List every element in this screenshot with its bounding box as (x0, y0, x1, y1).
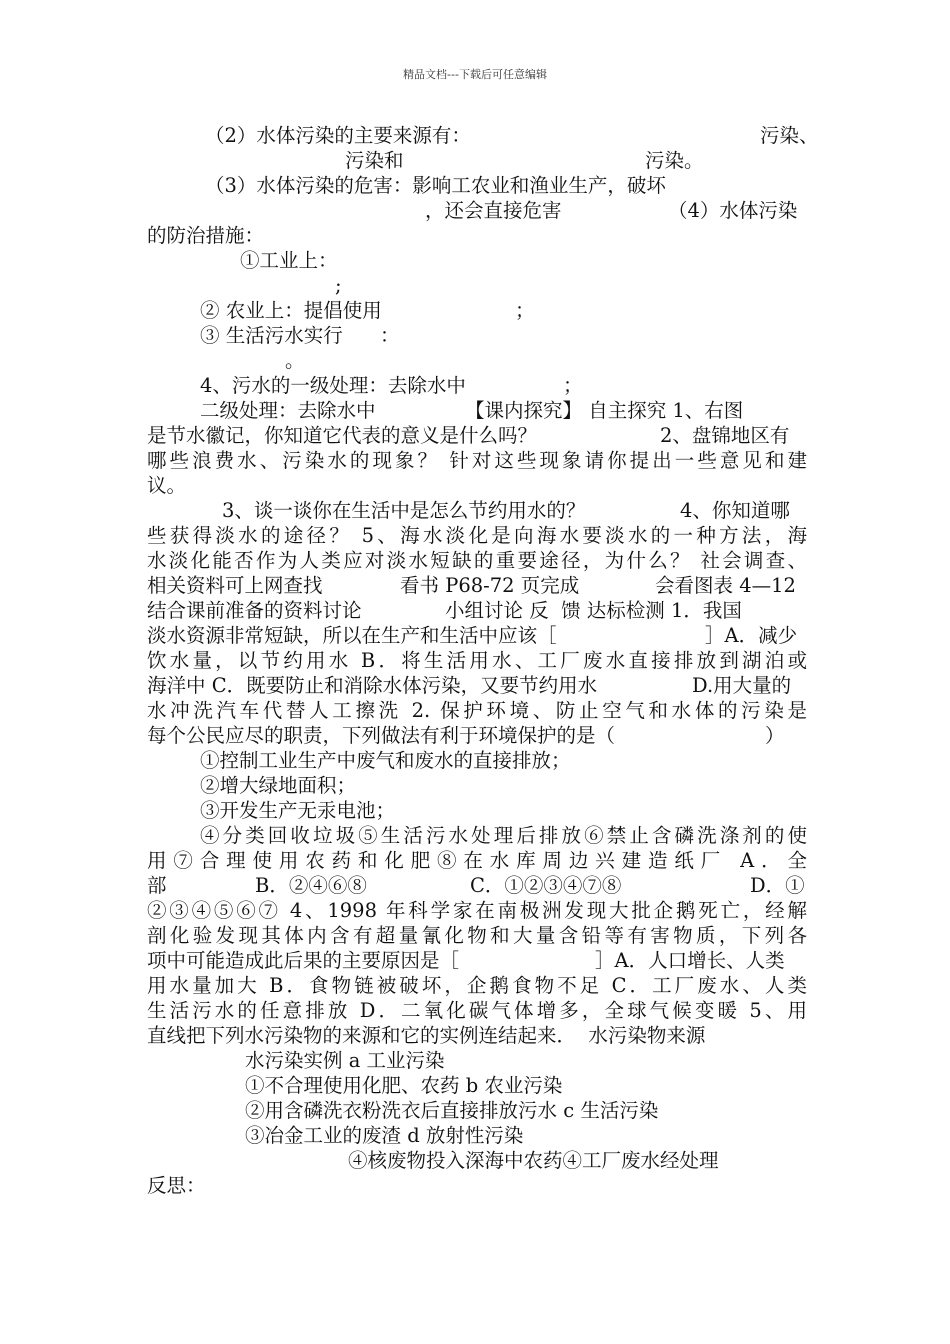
text-line: ②增大绿地面积； (200, 774, 357, 797)
text-line: 议。 (147, 474, 187, 497)
text-line: 【课内探究】 自主探究 1、右图 (465, 399, 744, 422)
text-line: 水污染实例 a 工业污染 (245, 1049, 445, 1072)
text-line: ①控制工业生产中废气和废水的直接排放； (200, 749, 571, 772)
text-line: （2）水体污染的主要来源有： (205, 124, 471, 147)
text-line: 部 (147, 874, 167, 897)
text-line: （3）水体污染的危害：影响工农业和渔业生产，破坏 (205, 174, 666, 197)
text-line: ; (335, 274, 342, 297)
text-line: ② 农业上：提倡使用 (200, 299, 382, 322)
text-line: D.用大量的 (692, 674, 792, 697)
text-line: ； (563, 374, 583, 397)
text-line: 用水量加大 B．食物链被破坏，企鹅食物不足 C．工厂废水、人类 (147, 974, 807, 997)
text-line: 2、盘锦地区有 (660, 424, 790, 447)
text-line: D．① (750, 874, 805, 897)
text-line: 会看图表 4—12 (655, 574, 796, 597)
text-line: 相关资料可上网查找 (147, 574, 323, 597)
text-line: （4）水体污染 (668, 199, 798, 222)
text-line: B．②④⑥⑧ (255, 874, 367, 897)
text-line: ①不合理使用化肥、农药 b 农业污染 (245, 1074, 563, 1097)
text-line: ④分类回收垃圾⑤生活污水处理后排放⑥禁止含磷洗涤剂的使 (200, 824, 807, 847)
text-line: ④核废物投入深海中农药④工厂废水经处理 (348, 1149, 719, 1172)
text-line: ③开发生产无汞电池； (200, 799, 396, 822)
text-line: 的防治措施： (147, 224, 265, 247)
text-line: ，还会直接危害 (425, 199, 562, 222)
text-line: 些获得淡水的途径？ 5、海水淡化是向海水要淡水的一种方法，海 (147, 524, 807, 547)
text-line: C．①②③④⑦⑧ (470, 874, 622, 897)
text-line: 4、污水的一级处理：去除水中 (200, 374, 466, 397)
text-line: 剖化验发现其体内含有超量氰化物和大量含铅等有害物质，下列各 (147, 924, 807, 947)
text-line: 4、你知道哪 (680, 499, 790, 522)
text-line: ②③④⑤⑥⑦ 4、1998 年科学家在南极洲发现大批企鹅死亡，经解 (147, 899, 807, 922)
text-line: ③ 生活污水实行 (200, 324, 343, 347)
text-line: 小组讨论 反 馈 达标检测 1．我国 (445, 599, 742, 622)
text-line: ］A．人口增长、人类 (595, 949, 785, 972)
page-header: 精品文档---下载后可任意编辑 (403, 68, 547, 81)
text-line: 3、谈一谈你在生活中是怎么节约用水的？ (222, 499, 586, 522)
text-line: 二级处理：去除水中 (200, 399, 376, 422)
text-line: 污染。 (645, 149, 704, 172)
text-line: 直线把下列水污染物的来源和它的实例连结起来． 水污染物来源 (147, 1024, 706, 1047)
text-line: 结合课前准备的资料讨论 (147, 599, 362, 622)
text-line: 每个公民应尽的职责，下列做法有利于环境保护的是（ (147, 724, 616, 747)
text-line: ②用含磷洗衣粉洗衣后直接排放污水 c 生活污染 (245, 1099, 659, 1122)
text-line: 水冲洗汽车代替人工擦洗 2. 保护环境、防止空气和水体的污染是 (147, 699, 807, 722)
text-line: ； (515, 299, 535, 322)
text-line: 生活污水的任意排放 D．二氧化碳气体增多，全球气候变暖 5、用 (147, 999, 807, 1022)
text-line: 污染、 (760, 124, 819, 147)
text-line: 哪些浪费水、污染水的现象？ 针对这些现象请你提出一些意见和建 (147, 449, 807, 472)
text-line: 看书 P68-72 页完成 (400, 574, 580, 597)
text-line: 水淡化能否作为人类应对淡水短缺的重要途径，为什么？ 社会调查、 (147, 549, 807, 572)
text-line: 海洋中 C．既要防止和消除水体污染，又要节约用水 (147, 674, 598, 697)
text-line: 饮水量，以节约用水 B．将生活用水、工厂废水直接排放到湖泊或 (147, 649, 807, 672)
text-line: 。 (285, 349, 305, 372)
text-line: ］A．减少 (705, 624, 798, 647)
text-line: 污染和 (345, 149, 404, 172)
text-line: ） (765, 724, 785, 747)
text-line: 反思： (147, 1174, 206, 1197)
text-line: 用⑦合理使用农药和化肥⑧在水库周边兴建造纸厂 A．全 (147, 849, 807, 872)
text-line: ： (380, 324, 400, 347)
text-line: 是节水徽记，你知道它代表的意义是什么吗？ (147, 424, 538, 447)
text-line: ①工业上： (240, 249, 338, 272)
text-line: ③冶金工业的废渣 d 放射性污染 (245, 1124, 524, 1147)
text-line: 项中可能造成此后果的主要原因是［ (147, 949, 460, 972)
text-line: 淡水资源非常短缺，所以在生产和生活中应该［ (147, 624, 557, 647)
